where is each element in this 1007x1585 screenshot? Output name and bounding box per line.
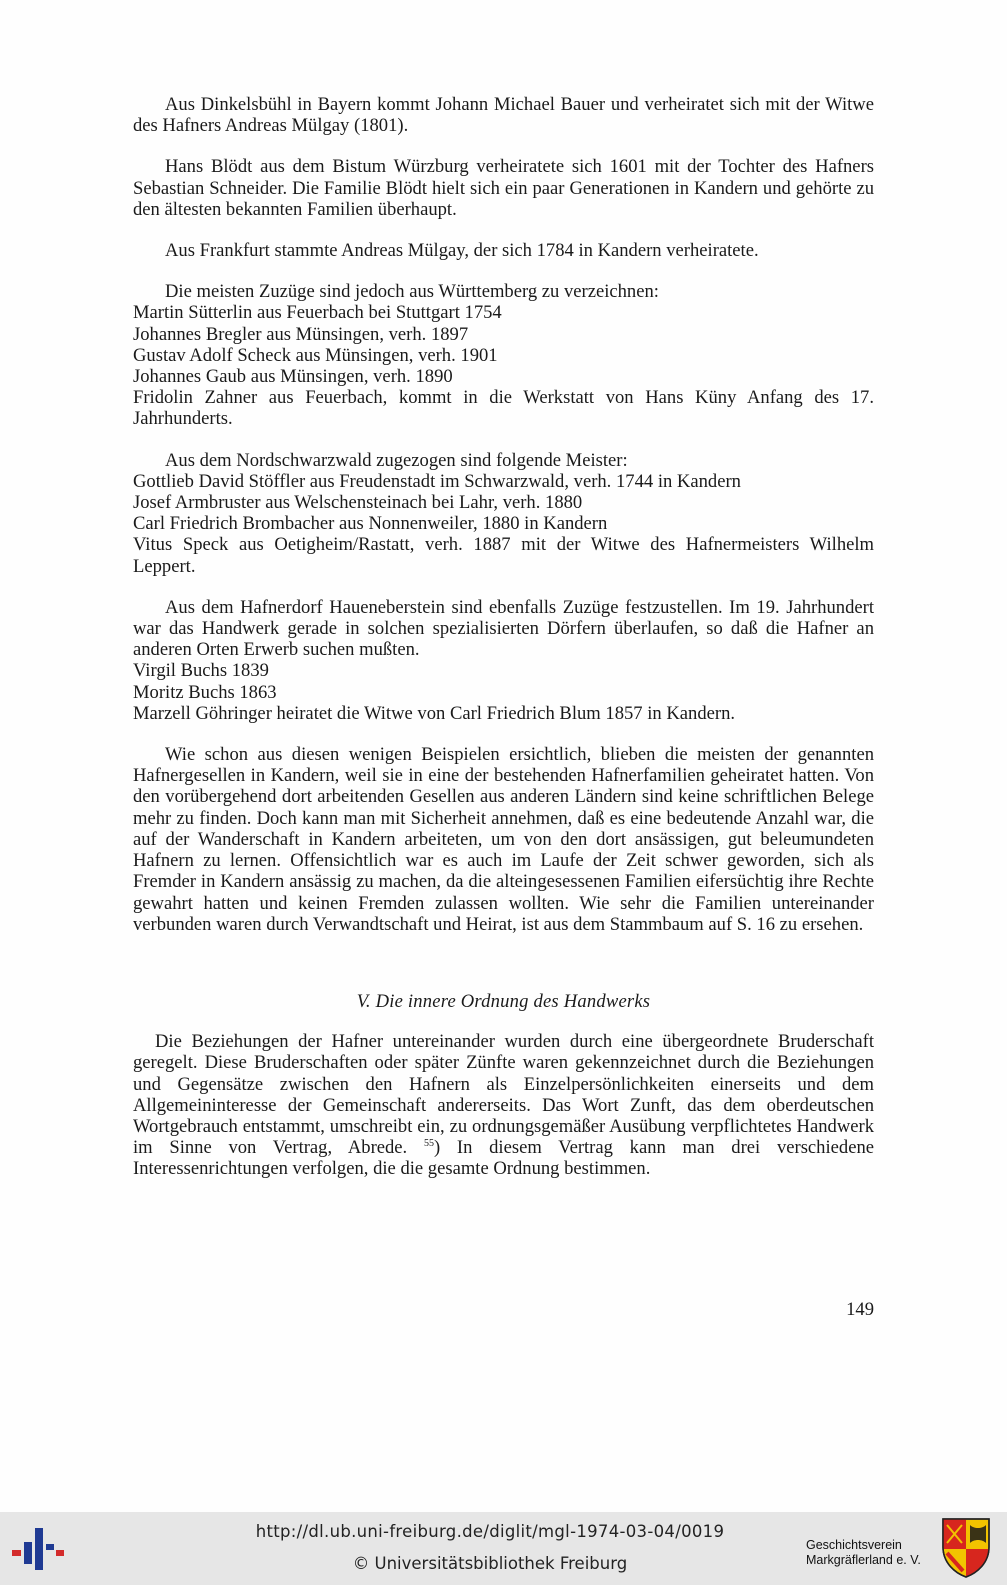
list-item: Johannes Gaub aus Münsingen, verh. 1890: [133, 366, 453, 388]
paragraph-6: Aus dem Hafnerdorf Haueneberstein sind ebenfalls Zuzüge festzustellen. Im 19. Jahrhundert war das Handwerk gerade in solchen spezialisierten Dörfern überlaufen, so daß die Hafner an anderen Orten Erwerb suchen mußten.: [133, 596, 874, 661]
paragraph-8-text-continued: ) In diesem Vertrag kann man drei verschiedene Interessenrichtungen verfolgen, die die gesamte Ordnung bestimmen.: [133, 1137, 874, 1180]
page-text: [133, 94, 874, 1180]
list-item: Gustav Adolf Scheck aus Münsingen, verh. 1901: [133, 344, 498, 366]
paragraph-5-intro: Aus dem Nordschwarzwald zugezogen sind folgende Meister:: [165, 449, 628, 471]
list-item: Johannes Bregler aus Münsingen, verh. 1897: [133, 323, 469, 345]
list-item: Carl Friedrich Brombacher aus Nonnenweiler, 1880 in Kandern: [133, 513, 608, 535]
coat-of-arms-icon[interactable]: [941, 1517, 991, 1579]
society-name-line-1: Geschichtsverein: [806, 1538, 902, 1552]
paragraph-3: Aus Frankfurt stammte Andreas Mülgay, der sich 1784 in Kandern verheiratete.: [165, 240, 759, 262]
list-item: Vitus Speck aus Oetigheim/Rastatt, verh. 1887 mit der Witwe des Hafnermeisters Wilhelm Leppert.: [133, 534, 874, 577]
list-item: Fridolin Zahner aus Feuerbach, kommt in die Werkstatt von Hans Küny Anfang des 17. Jahrhunderts.: [133, 387, 874, 430]
footnote-marker[interactable]: 55: [423, 1137, 434, 1149]
paragraph-8-text: Die Beziehungen der Hafner untereinander wurden durch eine übergeordnete Bruderschaft geregelt. Diese Bruderschaften oder später Zünfte waren gekennzeichnet durch die Beziehungen und Gegensätze zwischen den Hafnern als Einzelpersönlichkeiten einerseits und dem Allgemeininteresse der Gemeinschaft andererseits. Das Wort Zunft, das dem oberdeutschen Wortgebrauch entstammt, umschreibt ein, zu ordnungsgemäßer Ausübung verpflichtetes Handwerk im Sinne von Vertrag, Abrede.: [133, 1031, 874, 1159]
ub-freiburg-logo-icon[interactable]: [12, 1526, 64, 1572]
section-heading: V. Die innere Ordnung des Handwerks: [356, 990, 651, 1012]
copyright-notice: © Universitätsbibliothek Freiburg: [352, 1554, 628, 1573]
paragraph-7: Wie schon aus diesen wenigen Beispielen ersichtlich, blieben die meisten der genannten Hafnergesellen in Kandern, weil sie in eine der bestehenden Hafnerfamilien geheiratet hatten. Von den vorübergehend dort arbeitenden Gesellen aus anderen Ländern sind keine schriftlichen Belege mehr zu finden. Doch kann man mit Sicherheit annehmen, daß es eine bedeutende Anzahl war, die auf der Wanderschaft in Kandern arbeiteten, um von den dort ansässigen, gut beleumundeten Hafnern zu lernen. Offensichtlich war es auch im Laufe der Zeit schwer geworden, sich als Fremder in Kandern ansässig zu machen, da die alteingesessenen Familien eifersüchtig ihre Rechte gewahrt hatten und keinen Fremden zulassen wollten. Wie sehr die Familien untereinander verbunden waren durch Verwandtschaft und Heirat, ist aus dem Stammbaum auf S. 16 zu ersehen.: [133, 744, 874, 935]
paragraph-8: [133, 1031, 874, 1179]
list-item: Virgil Buchs 1839: [133, 660, 269, 682]
society-name: [806, 1538, 934, 1568]
list-item: Gottlieb David Stöffler aus Freudenstadt im Schwarzwald, verh. 1744 in Kandern: [133, 470, 741, 492]
footer-bar: [0, 1512, 1007, 1585]
list-item: Martin Sütterlin aus Feuerbach bei Stuttgart 1754: [133, 302, 502, 324]
permalink-url[interactable]: http://dl.ub.uni-freiburg.de/diglit/mgl-1974-03-04/0019: [255, 1522, 725, 1541]
paragraph-1: Aus Dinkelsbühl in Bayern kommt Johann Michael Bauer und verheiratet sich mit der Witwe des Hafners Andreas Mülgay (1801).: [133, 94, 874, 137]
page-number: 149: [846, 1299, 874, 1320]
paragraph-4-intro: Die meisten Zuzüge sind jedoch aus Württemberg zu verzeichnen:: [165, 281, 659, 303]
list-item: Josef Armbruster aus Welschensteinach bei Lahr, verh. 1880: [133, 492, 583, 514]
list-item: Moritz Buchs 1863: [133, 681, 277, 703]
paragraph-2: Hans Blödt aus dem Bistum Würzburg verheiratete sich 1601 mit der Tochter des Hafners Sebastian Schneider. Die Familie Blödt hielt sich ein paar Generationen in Kandern und gehörte zu den ältesten bekannten Familien überhaupt.: [133, 156, 874, 220]
society-name-line-2: Markgräflerland e. V.: [806, 1553, 921, 1567]
list-item: Marzell Göhringer heiratet die Witwe von Carl Friedrich Blum 1857 in Kandern.: [133, 702, 736, 724]
